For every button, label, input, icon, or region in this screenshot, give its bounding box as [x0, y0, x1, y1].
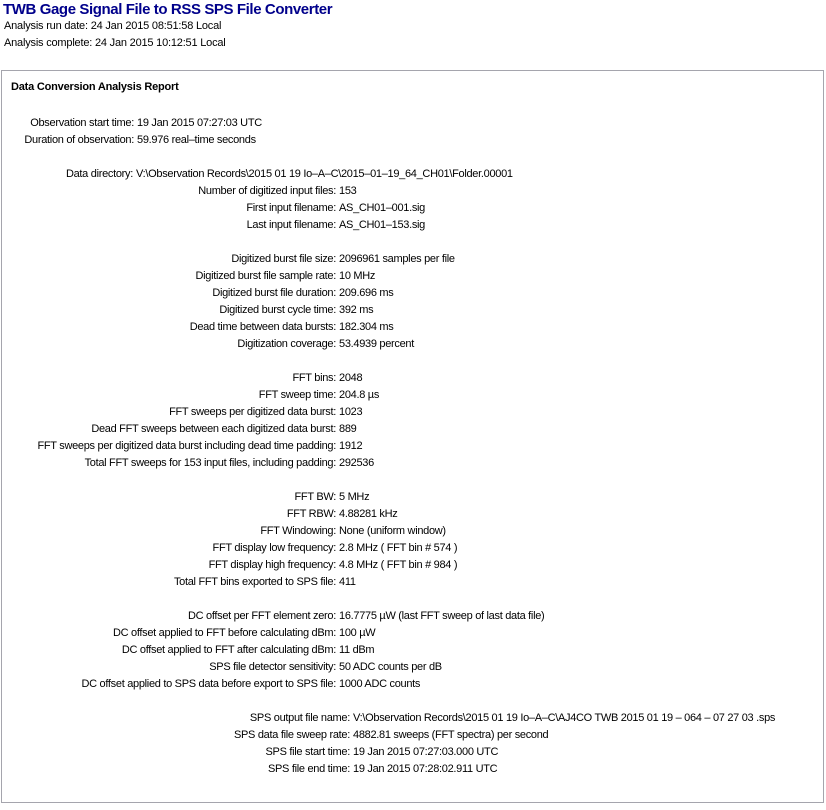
row-value: 5 MHz [339, 491, 370, 503]
report-row [11, 183, 823, 200]
row-label: SPS data file sweep rate: [233, 729, 350, 741]
report-group [11, 370, 823, 472]
row-value: 889 [339, 423, 357, 435]
report-row [11, 574, 823, 591]
row-label: Number of digitized input files: [198, 185, 336, 197]
report-row [11, 676, 823, 693]
report-row [11, 166, 823, 183]
report-panel [1, 70, 824, 803]
row-value: 2.8 MHz ( FFT bin # 574 ) [339, 542, 458, 554]
row-label: Last input filename: [246, 219, 336, 231]
analysis-complete: Analysis complete: 24 Jan 2015 10:12:51 Local [4, 37, 226, 49]
report-row [11, 540, 823, 557]
row-value: 4.8 MHz ( FFT bin # 984 ) [339, 559, 458, 571]
row-label: FFT display high frequency: [208, 559, 336, 571]
report-row [11, 659, 823, 676]
row-value: V:\Observation Records\2015 01 19 Io–A–C\AJ4CO TWB 2015 01 19 – 064 – 07 27 03 .sps [353, 712, 776, 724]
analysis-run-date: Analysis run date: 24 Jan 2015 08:51:58 Local [4, 20, 222, 32]
row-value: 19 Jan 2015 07:28:02.911 UTC [353, 763, 498, 775]
row-value: 153 [339, 185, 357, 197]
row-value: 10 MHz [339, 270, 376, 282]
row-label: FFT bins: [292, 372, 336, 384]
row-value: 4882.81 sweeps (FFT spectra) per second [353, 729, 549, 741]
report-group [11, 608, 823, 693]
row-label: FFT sweep time: [258, 389, 336, 401]
row-label: Digitized burst cycle time: [219, 304, 336, 316]
row-value: 19 Jan 2015 07:27:03.000 UTC [353, 746, 499, 758]
report-row [11, 455, 823, 472]
report-row [11, 387, 823, 404]
row-label: FFT sweeps per digitized data burst including dead time padding: [37, 440, 336, 452]
report-group [11, 166, 823, 234]
row-label: Dead time between data bursts: [189, 321, 336, 333]
row-label: Duration of observation: [24, 134, 134, 146]
report-row [11, 744, 823, 761]
row-value: 11 dBm [339, 644, 375, 656]
row-value: 411 [339, 576, 356, 588]
row-label: Data directory: [65, 168, 133, 180]
row-value: 59.976 real–time seconds [137, 134, 256, 146]
row-label: Total FFT bins exported to SPS file: [173, 576, 336, 588]
row-value: 50 ADC counts per dB [339, 661, 442, 673]
report-group [11, 489, 823, 591]
row-label: FFT RBW: [286, 508, 336, 520]
row-value: 209.696 ms [339, 287, 394, 299]
row-value: 1912 [339, 440, 363, 452]
report-row [11, 710, 823, 727]
report-row [11, 132, 823, 149]
report-row [11, 336, 823, 353]
row-value: 292536 [339, 457, 374, 469]
report-row [11, 557, 823, 574]
row-value: 16.7775 µW (last FFT sweep of last data file) [339, 610, 545, 622]
row-label: SPS file detector sensitivity: [209, 661, 336, 673]
row-label: DC offset applied to SPS data before export to SPS file: [81, 678, 336, 690]
row-label: SPS file start time: [265, 746, 350, 758]
report-row [11, 489, 823, 506]
report-row [11, 421, 823, 438]
report-row [11, 285, 823, 302]
row-value: AS_CH01–153.sig [339, 219, 426, 231]
report-row [11, 404, 823, 421]
report-row [11, 200, 823, 217]
report-row [11, 625, 823, 642]
row-label: DC offset per FFT element zero: [187, 610, 336, 622]
report-title: Data Conversion Analysis Report [11, 81, 179, 93]
row-value: 1023 [339, 406, 363, 418]
row-value: 2048 [339, 372, 363, 384]
row-label: Digitized burst file size: [231, 253, 336, 265]
report-row [11, 217, 823, 234]
row-label: Digitized burst file duration: [212, 287, 336, 299]
row-label: Dead FFT sweeps between each digitized data burst: [91, 423, 336, 435]
row-value: 182.304 ms [339, 321, 394, 333]
row-label: SPS file end time: [267, 763, 350, 775]
row-value: V:\Observation Records\2015 01 19 Io–A–C\2015–01–19_64_CH01\Folder.00001 [136, 168, 513, 180]
row-label: FFT Windowing: [260, 525, 336, 537]
row-value: 4.88281 kHz [339, 508, 398, 520]
row-value: 100 µW [339, 627, 376, 639]
report-row [11, 251, 823, 268]
report-row [11, 438, 823, 455]
report-group [11, 710, 823, 778]
report-row [11, 608, 823, 625]
report-row [11, 115, 823, 132]
report-groups [11, 115, 823, 795]
row-label: FFT sweeps per digitized data burst: [169, 406, 336, 418]
row-label: Total FFT sweeps for 153 input files, including padding: [84, 457, 336, 469]
report-row [11, 370, 823, 387]
report-row [11, 523, 823, 540]
row-value: 2096961 samples per file [339, 253, 455, 265]
report-row [11, 302, 823, 319]
row-label: First input filename: [246, 202, 336, 214]
row-label: Observation start time: [30, 117, 134, 129]
row-label: FFT display low frequency: [212, 542, 336, 554]
row-value: AS_CH01–001.sig [339, 202, 426, 214]
row-label: Digitized burst file sample rate: [195, 270, 336, 282]
row-label: FFT BW: [294, 491, 336, 503]
row-value: 19 Jan 2015 07:27:03 UTC [137, 117, 262, 129]
report-row [11, 319, 823, 336]
row-value: 392 ms [339, 304, 374, 316]
row-value: 1000 ADC counts [339, 678, 421, 690]
report-row [11, 761, 823, 778]
row-value: None (uniform window) [339, 525, 446, 537]
report-row [11, 268, 823, 285]
report-row [11, 727, 823, 744]
report-group [11, 251, 823, 353]
report-row [11, 506, 823, 523]
row-label: DC offset applied to FFT after calculating dBm: [121, 644, 336, 656]
row-label: DC offset applied to FFT before calculating dBm: [112, 627, 336, 639]
row-value: 53.4939 percent [339, 338, 415, 350]
row-label: Digitization coverage: [237, 338, 336, 350]
report-row [11, 642, 823, 659]
row-label: SPS output file name: [249, 712, 350, 724]
row-value: 204.8 µs [339, 389, 380, 401]
report-group [11, 115, 823, 149]
page-title: TWB Gage Signal File to RSS SPS File Converter [3, 1, 333, 18]
